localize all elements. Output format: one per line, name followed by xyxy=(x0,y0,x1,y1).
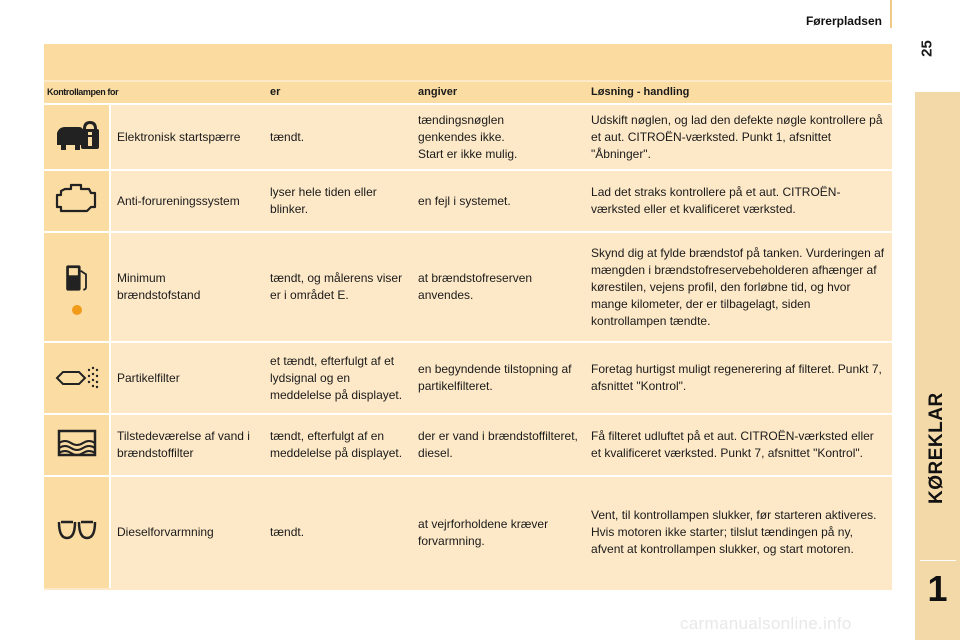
chapter-label: KØREKLAR xyxy=(926,392,947,504)
column-header-action: Løsning - handling xyxy=(585,82,892,104)
chapter-side-tab xyxy=(915,92,960,640)
row-lamp-name: Anti-forureningssystem xyxy=(110,170,264,232)
section-title: Førerpladsen xyxy=(805,14,882,28)
row-lamp-name: Dieselforvarmning xyxy=(110,476,264,588)
row-lamp-name: Partikelfilter xyxy=(110,342,264,414)
chapter-divider xyxy=(920,560,956,561)
row-icon-cell xyxy=(44,170,110,232)
watermark: carmanualsonline.info xyxy=(680,614,852,633)
row-action: Lad det straks kontrollere på et aut. CITROËN-værksted eller et kvalificeret værksted. xyxy=(585,170,892,232)
row-indicates: at vejrforholdene kræver forvarmning. xyxy=(412,476,585,588)
table-row xyxy=(44,232,892,342)
particle-filter-icon xyxy=(53,356,101,396)
row-icon-cell xyxy=(44,414,110,476)
engine-icon xyxy=(53,179,101,219)
column-header-state: er xyxy=(264,82,412,104)
column-header-lamp: Kontrollampen for xyxy=(44,82,264,104)
row-lamp-name: Minimum brændstofstand xyxy=(110,232,264,342)
page-number: 25 xyxy=(918,40,936,57)
table-row xyxy=(44,476,892,588)
row-lamp-name: Elektronisk startspærre xyxy=(110,104,264,170)
row-action: Skynd dig at fylde brændstof på tanken. Vurderingen af mængden i brændstofreservebeholderen afhænger af kørestilen, vejens profil, den forløbne tid, og hvor mange kilometer, der er tilbagelagt, siden kontrollampen tændte. xyxy=(585,232,892,342)
row-state: tændt. xyxy=(264,476,412,588)
table-row xyxy=(44,342,892,414)
glow-plug-icon xyxy=(53,510,101,550)
row-action: Vent, til kontrollampen slukker, før starteren aktiveres. Hvis motoren ikke starter; tilslut tændingen på ny, afvent at kontrollampen slukker, og start motoren. xyxy=(585,476,892,588)
row-icon-cell xyxy=(44,342,110,414)
row-indicates: at brændstofreserven anvendes. xyxy=(412,232,585,342)
table-row xyxy=(44,170,892,232)
header-divider xyxy=(890,0,892,28)
row-icon-cell xyxy=(44,232,110,342)
row-indicates: der er vand i brændstoffilteret, diesel. xyxy=(412,414,585,476)
row-state: et tændt, efterfulgt af et lydsignal og en meddelelse på displayet. xyxy=(264,342,412,414)
row-state: lyser hele tiden eller blinker. xyxy=(264,170,412,232)
row-action: Få filteret udluftet på et aut. CITROËN-værksted eller et kvalificeret værksted. Punkt 7, afsnittet "Kontrol". xyxy=(585,414,892,476)
fuel-pump-icon xyxy=(53,260,101,296)
row-action: Udskift nøglen, og lad den defekte nøgle kontrollere på et aut. CITROËN-værksted. Punkt 1, afsnittet "Åbninger". xyxy=(585,104,892,170)
row-state: tændt. xyxy=(264,104,412,170)
table-top-band xyxy=(44,44,892,80)
row-icon-cell xyxy=(44,476,110,588)
row-state: tændt, og målerens viser er i området E. xyxy=(264,232,412,342)
row-indicates: en fejl i systemet. xyxy=(412,170,585,232)
table-row xyxy=(44,414,892,476)
warning-indicator-icon xyxy=(72,305,82,315)
warning-lamp-table-panel xyxy=(44,44,892,590)
row-state: tændt, efterfulgt af en meddelelse på displayet. xyxy=(264,414,412,476)
immobiliser-icon xyxy=(53,115,101,155)
row-lamp-name: Tilstedeværelse af vand i brændstoffilter xyxy=(110,414,264,476)
chapter-number: 1 xyxy=(927,568,948,609)
water-in-fuel-icon xyxy=(53,423,101,463)
table-header-row xyxy=(44,82,892,104)
row-icon-cell xyxy=(44,104,110,170)
row-indicates: tændingsnøglen genkendes ikke. Start er ikke mulig. xyxy=(412,104,585,170)
warning-lamp-table xyxy=(44,82,892,588)
table-row xyxy=(44,104,892,170)
column-header-indicates: angiver xyxy=(412,82,585,104)
row-indicates: en begyndende tilstopning af partikelfilteret. xyxy=(412,342,585,414)
row-action: Foretag hurtigst muligt regenerering af filteret. Punkt 7, afsnittet "Kontrol". xyxy=(585,342,892,414)
